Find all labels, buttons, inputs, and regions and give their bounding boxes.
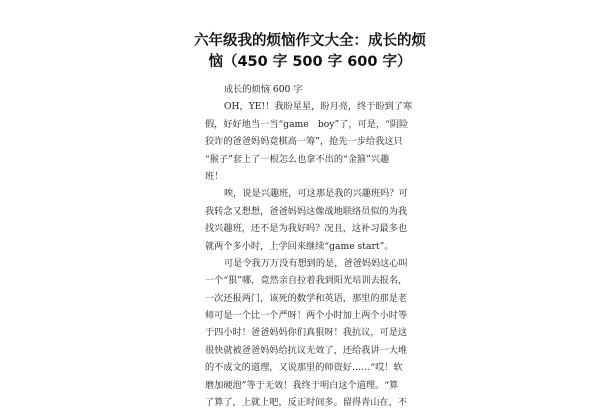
body-line: 唉，说是兴趣班，可这那是我的兴趣班吗？可 (224, 188, 408, 200)
body-line: 班！ (205, 170, 224, 182)
body-line: OH，YE!！我盼星星，盼月亮，终于盼到了寒 (224, 101, 413, 113)
body-line: 一个“狠”哪，竟然亲自拉着我到阳光培训去报名， (205, 275, 408, 287)
body-line: 假，好好地当一当“game boy”了，可是，“阴险 (205, 118, 409, 130)
body-line: 可是令我万万没有想到的是，爸爸妈妈这心叫 (224, 257, 408, 269)
article-body (205, 81, 413, 411)
body-line: 的不成文的道理，又说那里的师资好……“哎！软 (205, 362, 403, 374)
body-line: 于四小时！爸爸妈妈你们真狠呀！我抗议，可是这 (205, 327, 408, 339)
body-line: 就两个多小时，上学回来继续“game start”。 (205, 240, 394, 252)
body-line: 了算了，上就上吧，反正时间多。留得青山在，不 (205, 397, 408, 409)
title-line: 六年级我的烦恼作文大全：成长的烦 (194, 33, 426, 49)
body-line: 狡诈的爸爸妈妈竟棋高一筹”，抢先一步给我这只 (205, 136, 403, 148)
article-title (190, 31, 430, 73)
body-line: “猴子”套上了一根怎么也拿不出的“金箍”兴趣 (205, 153, 390, 165)
body-line: 找兴趣班，还不是为我好吗？况且，这补习最多也 (205, 223, 408, 235)
body-line: 成长的烦恼 600 字 (224, 84, 303, 95)
title-line: 恼（450 字 500 字 600 字） (208, 54, 412, 70)
body-line: 很快就被爸爸妈妈给抗议无效了，还给我讲一大堆 (205, 344, 408, 356)
body-line: 一次还报两门，该死的数学和英语，那里的那是老 (205, 292, 408, 304)
body-line: 我转念又想想，爸爸妈妈这像战地联络员似的为我 (205, 205, 408, 217)
body-line: 磨加硬泡”等于无效！我终于明白这个道理。“算 (205, 379, 399, 391)
body-line: 师可是一个比一个严呀！两个小时加上两个小时等 (205, 310, 408, 322)
